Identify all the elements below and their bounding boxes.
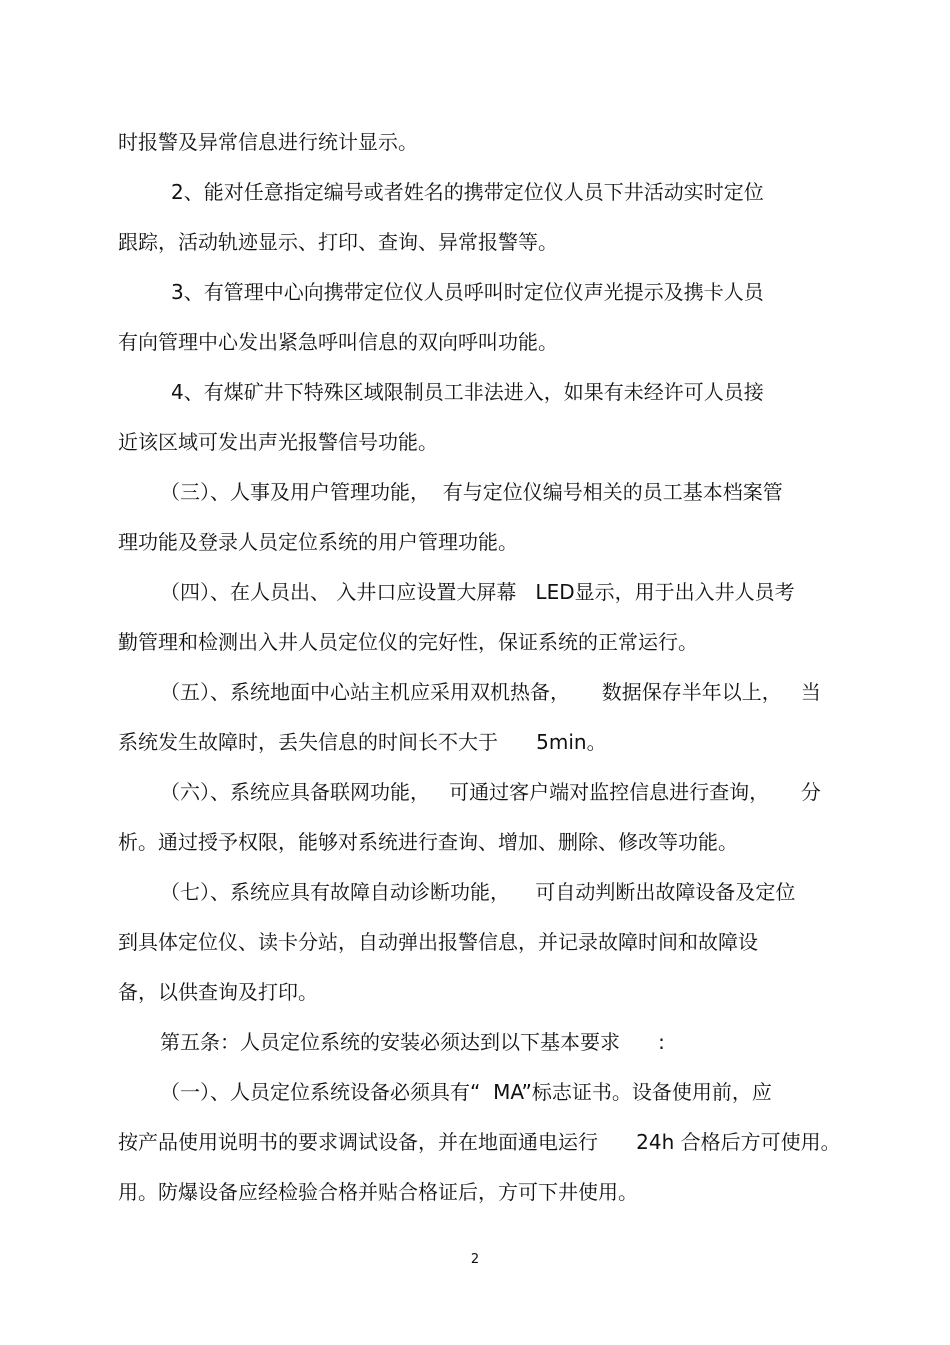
text-line: 到具体定位仪、读卡分站，自动弹出报警信息，并记录故障时间和故障设 (118, 930, 758, 954)
text-line: （七）、系统应具有故障自动诊断功能， 可自动判断出故障设备及定位 (160, 880, 796, 904)
text-line: 2、能对任意指定编号或者姓名的携带定位仪人员下井活动实时定位 (171, 180, 764, 204)
text-line: 近该区域可发出声光报警信号功能。 (118, 430, 438, 454)
text-line: 跟踪，活动轨迹显示、打印、查询、异常报警等。 (118, 230, 558, 254)
text-line: 有向管理中心发出紧急呼叫信息的双向呼叫功能。 (118, 330, 558, 354)
text-line: 时报警及异常信息进行统计显示。 (118, 130, 418, 154)
text-line: 3、有管理中心向携带定位仪人员呼叫时定位仪声光提示及携卡人员 (171, 280, 764, 304)
text-line: 备，以供查询及打印。 (118, 980, 318, 1004)
text-line: （五）、系统地面中心站主机应采用双机热备， 数据保存半年以上， 当 (160, 680, 821, 704)
text-line: 4、有煤矿井下特殊区域限制员工非法进入，如果有未经许可人员接 (171, 380, 764, 404)
text-line: （六）、系统应具备联网功能， 可通过客户端对监控信息进行查询， 分 (160, 780, 821, 804)
text-line: （一）、人员定位系统设备必须具有“ MA”标志证书。设备使用前，应 (160, 1080, 772, 1104)
text-line: （三）、人事及用户管理功能， 有与定位仪编号相关的员工基本档案管 (160, 480, 783, 504)
text-line: 系统发生故障时，丢失信息的时间长不大于 5min。 (118, 730, 607, 754)
text-line: 析。通过授予权限，能够对系统进行查询、增加、删除、修改等功能。 (118, 830, 738, 854)
text-line: 勤管理和检测出入井人员定位仪的完好性，保证系统的正常运行。 (118, 630, 698, 654)
text-line: 理功能及登录人员定位系统的用户管理功能。 (118, 530, 518, 554)
page-number: 2 (470, 1252, 480, 1267)
text-line: （四）、在人员出、 入井口应设置大屏幕 LED显示，用于出入井人员考 (160, 580, 795, 604)
text-line: 用。防爆设备应经检验合格并贴合格证后，方可下井使用。 (118, 1180, 638, 1204)
text-line: 按产品使用说明书的要求调试设备，并在地面通电运行 24h 合格后方可使用。 (118, 1130, 841, 1154)
text-line: 第五条：人员定位系统的安装必须达到以下基本要求 : (160, 1030, 665, 1054)
